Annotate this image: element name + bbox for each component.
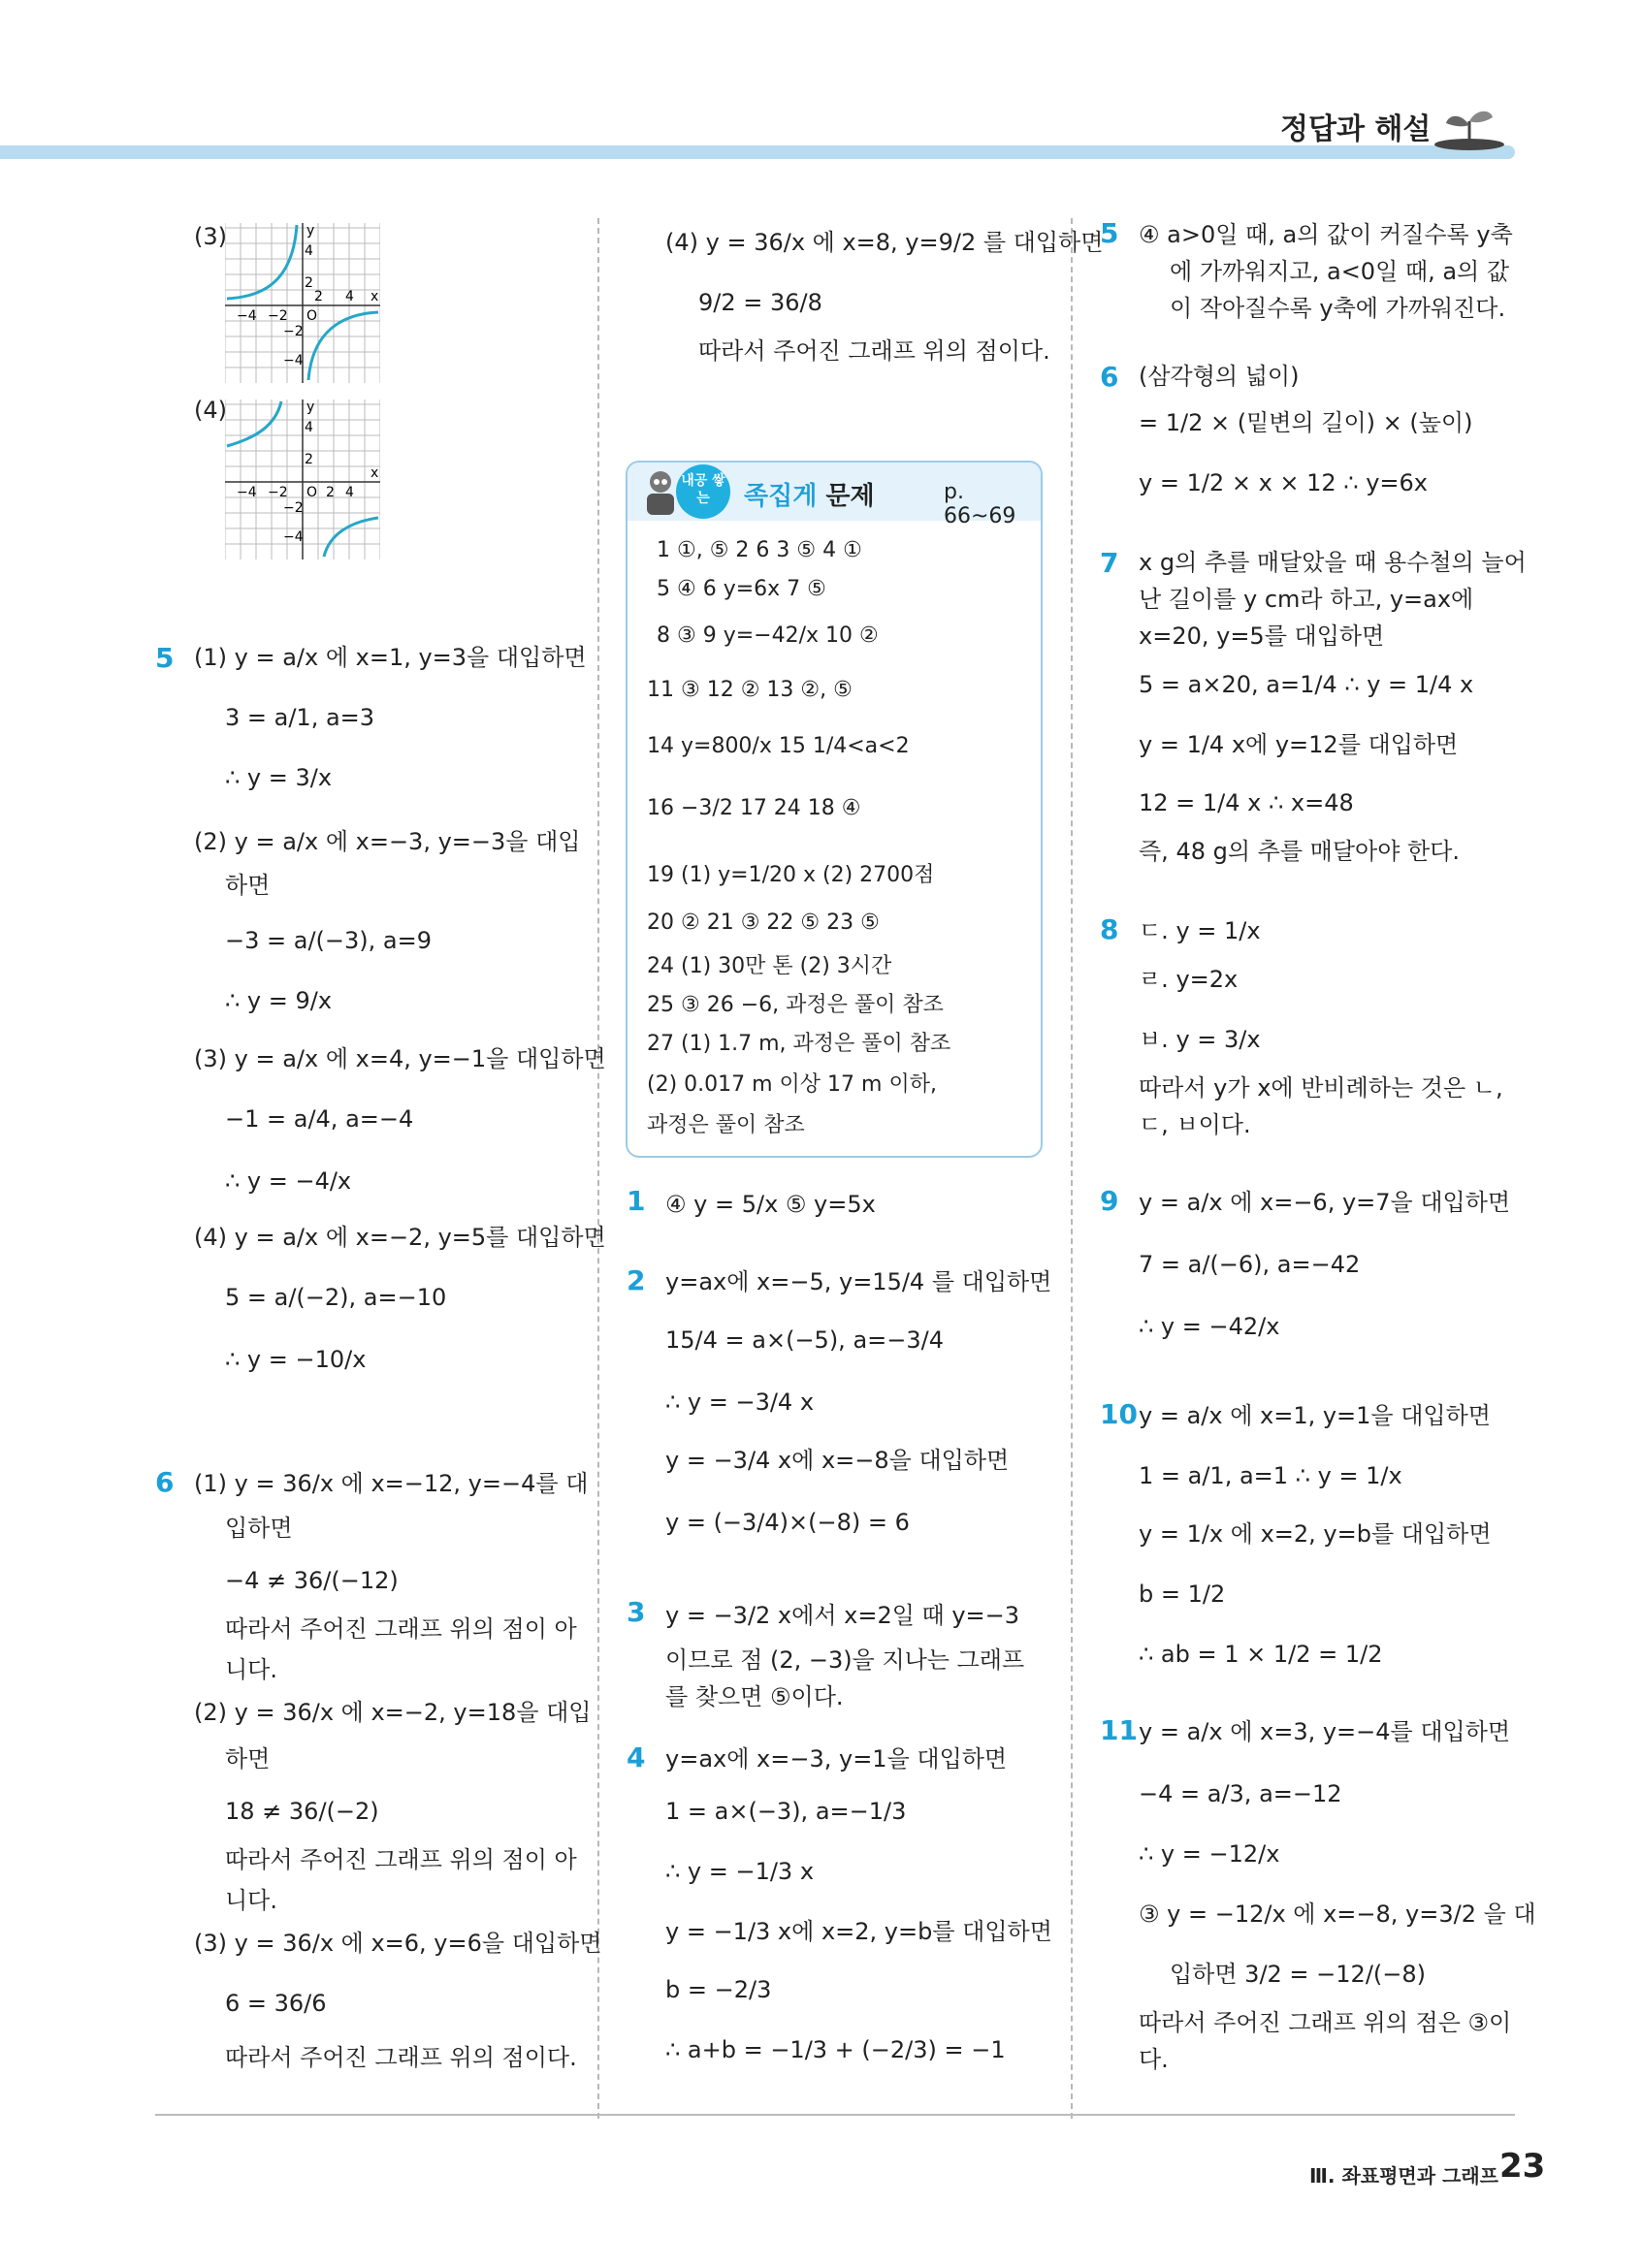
p6-line: 니다. xyxy=(225,1887,277,1914)
badge-label: 내공 쌓는 xyxy=(676,464,730,519)
q5-line: ④ a>0일 때, a의 값이 커질수록 y축 xyxy=(1139,221,1513,248)
q11-line: ∴ y = −12/x xyxy=(1139,1840,1280,1868)
q2-line: ∴ y = −3/4 x xyxy=(665,1389,815,1416)
q11-line: 입하면 3/2 = −12/(−8) xyxy=(1170,1961,1427,1988)
q4-line: y = −1/3 x에 x=2, y=b를 대입하면 xyxy=(665,1918,1052,1945)
svg-text:O: O xyxy=(306,485,318,500)
svg-text:2: 2 xyxy=(314,289,323,304)
p5-line: 3 = a/1, a=3 xyxy=(225,704,375,731)
answer-box-pages: p. 66~69 xyxy=(944,480,1016,528)
svg-text:4: 4 xyxy=(345,289,354,304)
p5-line: (1) y = a/x 에 x=1, y=3을 대입하면 xyxy=(194,644,587,671)
q2-line: 15/4 = a×(−5), a=−3/4 xyxy=(665,1326,944,1354)
p5-line: −3 = a/(−3), a=9 xyxy=(225,927,432,954)
p6-line: 따라서 주어진 그래프 위의 점이다. xyxy=(225,2044,577,2071)
question-11-number: 11 xyxy=(1100,1714,1138,1746)
question-6-number: 6 xyxy=(1100,361,1119,393)
answer-row: 27 (1) 1.7 m, 과정은 풀이 참조 xyxy=(647,1032,951,1056)
answer-box-title: 족집게 문제 xyxy=(744,482,875,511)
q10-line: y = 1/x 에 x=2, y=b를 대입하면 xyxy=(1139,1520,1492,1548)
p5-line: ∴ y = 9/x xyxy=(225,987,333,1014)
answer-row: 8 ③ 9 y=−42/x 10 ② xyxy=(657,623,879,648)
answer-row: 과정은 풀이 참조 xyxy=(647,1113,805,1137)
answer-row: 14 y=800/x 15 1/4<a<2 xyxy=(647,734,910,758)
p6-line: 하면 xyxy=(225,1745,271,1773)
svg-text:−4: −4 xyxy=(283,353,304,368)
p5-line: (3) y = a/x 에 x=4, y=−1을 대입하면 xyxy=(194,1045,606,1072)
p5-line: (4) y = a/x 에 x=−2, y=5를 대입하면 xyxy=(194,1224,606,1251)
footer-rule xyxy=(155,2114,1515,2116)
c2-top-line: 9/2 = 36/8 xyxy=(698,289,822,316)
p5-line: ∴ y = −4/x xyxy=(225,1167,352,1195)
svg-text:2: 2 xyxy=(305,275,313,291)
q10-line: 1 = a/1, a=1 ∴ y = 1/x xyxy=(1139,1462,1402,1489)
q8-line: ㅂ. y = 3/x xyxy=(1139,1026,1261,1053)
q5-line: 에 가까워지고, a<0일 때, a의 값 xyxy=(1170,258,1510,285)
graph-3 xyxy=(225,223,380,383)
svg-text:−2: −2 xyxy=(283,324,304,339)
answer-row: 16 −3/2 17 24 18 ④ xyxy=(647,796,861,820)
answer-row: 20 ② 21 ③ 22 ⑤ 23 ⑤ xyxy=(647,910,880,935)
question-4-number: 4 xyxy=(627,1741,646,1773)
q5-line: 이 작아질수록 y축에 가까워진다. xyxy=(1170,295,1506,322)
q7-line: x g의 추를 매달았을 때 용수철의 늘어 xyxy=(1139,549,1527,576)
q7-line: 난 길이를 y cm라 하고, y=ax에 xyxy=(1139,586,1474,613)
question-8-number: 8 xyxy=(1100,913,1119,945)
answer-row: 11 ③ 12 ② 13 ②, ⑤ xyxy=(647,678,853,702)
q8-line: ㄷ. y = 1/x xyxy=(1139,917,1261,944)
answer-row: 24 (1) 30만 톤 (2) 3시간 xyxy=(647,954,892,978)
answer-summary-box xyxy=(626,461,1043,1158)
q8-line: ㄷ, ㅂ이다. xyxy=(1139,1111,1251,1138)
p6-line: −4 ≠ 36/(−12) xyxy=(225,1567,399,1594)
answer-row: (2) 0.017 m 이상 17 m 이하, xyxy=(647,1072,937,1097)
answer-row: 25 ③ 26 −6, 과정은 풀이 참조 xyxy=(647,993,944,1017)
column-divider-1 xyxy=(597,218,599,2119)
q7-line: 12 = 1/4 x ∴ x=48 xyxy=(1139,789,1354,816)
q10-line: y = a/x 에 x=1, y=1을 대입하면 xyxy=(1139,1402,1491,1429)
p5-line: (2) y = a/x 에 x=−3, y=−3을 대입 xyxy=(194,828,581,855)
problem-5-number: 5 xyxy=(155,642,175,674)
q9-line: y = a/x 에 x=−6, y=7을 대입하면 xyxy=(1139,1189,1511,1216)
problem-6-number: 6 xyxy=(155,1466,175,1498)
p5-line: 하면 xyxy=(225,872,271,899)
q3-line: 를 찾으면 ⑤이다. xyxy=(665,1683,844,1710)
q6-line: = 1/2 × (밑변의 길이) × (높이) xyxy=(1139,409,1473,436)
q10-line: ∴ ab = 1 × 1/2 = 1/2 xyxy=(1139,1641,1383,1668)
q11-line: 다. xyxy=(1139,2046,1169,2073)
q4-line: b = −2/3 xyxy=(665,1976,772,2003)
q8-line: ㄹ. y=2x xyxy=(1139,966,1239,993)
svg-text:−2: −2 xyxy=(268,308,288,324)
q10-line: b = 1/2 xyxy=(1139,1581,1226,1608)
c2-top-line: 따라서 주어진 그래프 위의 점이다. xyxy=(698,337,1050,365)
p5-line: ∴ y = 3/x xyxy=(225,764,333,791)
q2-line: y = −3/4 x에 x=−8을 대입하면 xyxy=(665,1447,1010,1474)
svg-text:−4: −4 xyxy=(237,485,257,500)
q11-line: ③ y = −12/x 에 x=−8, y=3/2 을 대 xyxy=(1139,1901,1536,1928)
q7-line: y = 1/4 x에 y=12를 대입하면 xyxy=(1139,731,1459,758)
question-1-number: 1 xyxy=(627,1185,646,1217)
header-title: 정답과 해설 xyxy=(1280,112,1432,146)
svg-text:2: 2 xyxy=(326,485,335,500)
p6-line: 따라서 주어진 그래프 위의 점이 아 xyxy=(225,1846,577,1873)
c2-top-line: (4) y = 36/x 에 x=8, y=9/2 를 대입하면 xyxy=(665,229,1104,256)
footer-chapter: Ⅲ. 좌표평면과 그래프 xyxy=(1309,2164,1498,2188)
svg-text:−2: −2 xyxy=(283,500,304,516)
q11-line: y = a/x 에 x=3, y=−4를 대입하면 xyxy=(1139,1718,1511,1745)
page-number: 23 xyxy=(1499,2147,1546,2186)
answer-row: 5 ④ 6 y=6x 7 ⑤ xyxy=(657,577,826,601)
student-avatar-icon xyxy=(641,468,680,515)
sprout-icon xyxy=(1431,102,1508,150)
q7-line: 즉, 48 g의 추를 매달아야 한다. xyxy=(1139,838,1461,865)
graph4-y-axis-label: y xyxy=(306,399,315,415)
graph3-label: (3) xyxy=(194,223,227,250)
question-3-number: 3 xyxy=(627,1596,646,1628)
p5-line: 5 = a/(−2), a=−10 xyxy=(225,1284,447,1311)
graph4-label: (4) xyxy=(194,397,227,424)
svg-text:O: O xyxy=(306,308,318,324)
question-9-number: 9 xyxy=(1100,1185,1119,1217)
q11-line: −4 = a/3, a=−12 xyxy=(1139,1780,1342,1807)
q8-line: 따라서 y가 x에 반비례하는 것은 ㄴ, xyxy=(1139,1074,1503,1102)
p6-line: 입하면 xyxy=(225,1515,293,1542)
answer-box-header xyxy=(628,463,1041,528)
svg-text:4: 4 xyxy=(305,420,313,435)
q11-line: 따라서 주어진 그래프 위의 점은 ③이 xyxy=(1139,2009,1512,2036)
question-2-number: 2 xyxy=(627,1264,646,1296)
svg-text:−2: −2 xyxy=(268,485,288,500)
p5-line: ∴ y = −10/x xyxy=(225,1346,367,1373)
svg-text:4: 4 xyxy=(305,243,313,259)
q7-line: x=20, y=5를 대입하면 xyxy=(1139,623,1385,650)
svg-text:2: 2 xyxy=(305,452,313,467)
p5-line: −1 = a/4, a=−4 xyxy=(225,1105,414,1133)
question-7-number: 7 xyxy=(1100,547,1119,579)
q4-line: y=ax에 x=−3, y=1을 대입하면 xyxy=(665,1745,1008,1773)
q2-line: y = (−3/4)×(−8) = 6 xyxy=(665,1509,910,1536)
p6-line: (1) y = 36/x 에 x=−12, y=−4를 대 xyxy=(194,1470,589,1497)
answer-row: 1 ①, ⑤ 2 6 3 ⑤ 4 ① xyxy=(657,538,862,562)
graph3-y-axis-label: y xyxy=(306,223,315,239)
q3-line: 이므로 점 (2, −3)을 지나는 그래프 xyxy=(665,1646,1025,1674)
p6-line: 니다. xyxy=(225,1656,277,1683)
question-5-number: 5 xyxy=(1100,217,1119,249)
header-bar xyxy=(0,145,1515,159)
svg-text:4: 4 xyxy=(345,485,354,500)
q6-line: (삼각형의 넓이) xyxy=(1139,363,1300,390)
q1-line: ④ y = 5/x ⑤ y=5x xyxy=(665,1191,876,1218)
q9-line: 7 = a/(−6), a=−42 xyxy=(1139,1251,1361,1278)
answer-row: 19 (1) y=1/20 x (2) 2700점 xyxy=(647,863,935,887)
p6-line: (2) y = 36/x 에 x=−2, y=18을 대입 xyxy=(194,1699,592,1726)
q7-line: 5 = a×20, a=1/4 ∴ y = 1/4 x xyxy=(1139,671,1474,698)
svg-text:−4: −4 xyxy=(237,308,257,324)
q4-line: ∴ a+b = −1/3 + (−2/3) = −1 xyxy=(665,2036,1006,2063)
p6-line: 6 = 36/6 xyxy=(225,1990,327,2017)
p6-line: 18 ≠ 36/(−2) xyxy=(225,1798,379,1825)
q4-line: ∴ y = −1/3 x xyxy=(665,1858,815,1885)
q3-line: y = −3/2 x에서 x=2일 때 y=−3 xyxy=(665,1602,1020,1629)
p6-line: 따라서 주어진 그래프 위의 점이 아 xyxy=(225,1615,577,1643)
graph3-x-axis-label: x xyxy=(370,289,379,304)
graph-4 xyxy=(225,399,380,559)
column-divider-2 xyxy=(1071,218,1073,2119)
q4-line: 1 = a×(−3), a=−1/3 xyxy=(665,1798,907,1825)
graph4-x-axis-label: x xyxy=(370,465,379,481)
q2-line: y=ax에 x=−5, y=15/4 를 대입하면 xyxy=(665,1268,1052,1295)
q6-line: y = 1/2 × x × 12 ∴ y=6x xyxy=(1139,469,1428,496)
svg-text:−4: −4 xyxy=(283,529,304,545)
p6-line: (3) y = 36/x 에 x=6, y=6을 대입하면 xyxy=(194,1930,602,1957)
question-10-number: 10 xyxy=(1100,1398,1138,1430)
q9-line: ∴ y = −42/x xyxy=(1139,1313,1280,1340)
